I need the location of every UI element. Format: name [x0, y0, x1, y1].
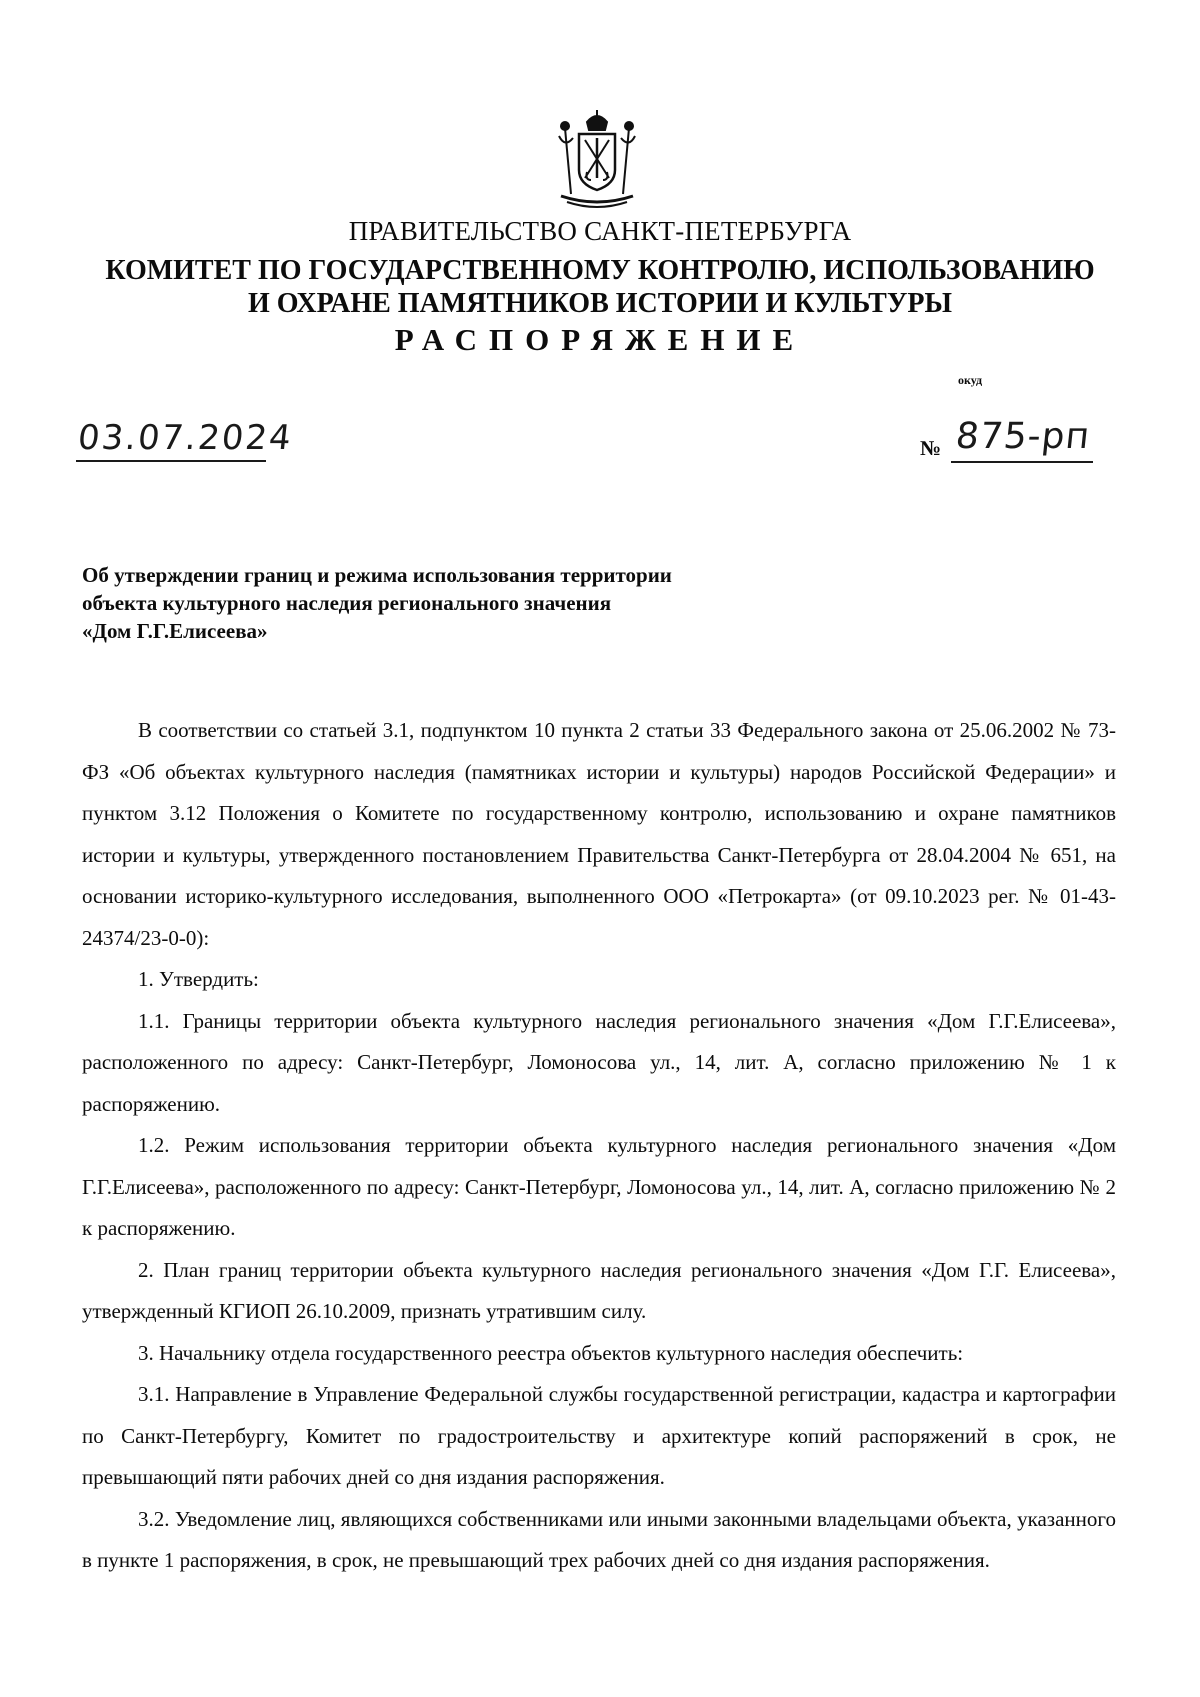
number-label: № — [920, 436, 942, 460]
okud-label: окуд — [958, 373, 983, 387]
committee-name — [60, 254, 1140, 320]
committee-name-line-1: КОМИТЕТ ПО ГОСУДАРСТВЕННОМУ КОНТРОЛЮ, ИСПОЛЬЗОВАНИЮ — [105, 255, 1095, 286]
document-body — [82, 710, 1116, 1582]
body-paragraph-preamble: В соответствии со статьей 3.1, подпунктом 10 пункта 2 статьи 33 Федерального закона от 25.06.2002 № 73-ФЗ «Об объектах культурного наследия (памятниках истории и культуры) народов Российской Федерации» и пунктом 3.12 Положения о Комитете по государственному контролю, использованию и охране памятников истории и культуры, утвержденного постановлением Правительства Санкт-Петербурга от 28.04.2004 № 651, на основании историко-культурного исследования, выполненного ООО «Петрокарта» (от 09.10.2023 рег. № 01-43-24374/23-0-0): — [82, 718, 1116, 950]
body-paragraph-item-3: 3. Начальнику отдела государственного реестра объектов культурного наследия обеспечить: — [138, 1340, 964, 1365]
document-date: 03.07.2024 — [75, 418, 295, 458]
body-paragraph-item-3-1: 3.1. Направление в Управление Федеральной службы государственной регистрации, кадастра и картографии по Санкт-Петербургу, Комитет по градостроительству и архитектуре копий распоряжений в срок, не превышающий пяти рабочих дней со дня издания распоряжения. — [82, 1382, 1116, 1489]
subject-line-3: «Дом Г.Г.Елисеева» — [82, 619, 268, 643]
subject-line-2: объекта культурного наследия регионального значения — [82, 591, 612, 615]
number-underline — [951, 461, 1093, 463]
body-paragraph-item-2: 2. План границ территории объекта культурного наследия регионального значения «Дом Г.Г. Елисеева», утвержденный КГИОП 26.10.2009, признать утратившим силу. — [82, 1257, 1116, 1323]
body-paragraph-item-3-2: 3.2. Уведомление лиц, являющихся собственниками или иными законными владельцами объекта, указанного в пункте 1 распоряжения, в срок, не превышающий трех рабочих дней со дня издания распоряжения. — [82, 1506, 1116, 1572]
document-subject — [82, 561, 802, 645]
document-number: 875-рп — [953, 416, 1093, 457]
body-paragraph-item-1-1: 1.1. Границы территории объекта культурного наследия регионального значения «Дом Г.Г.Елисеева», расположенного по адресу: Санкт-Петербург, Ломоносова ул., 14, лит. А, согласно приложению № 1 к распоряжению. — [82, 1008, 1116, 1116]
saint-petersburg-coat-of-arms-icon — [551, 108, 643, 210]
body-paragraph-item-1: 1. Утвердить: — [138, 967, 259, 991]
date-underline — [76, 460, 266, 462]
government-name: ПРАВИТЕЛЬСТВО САНКТ-ПЕТЕРБУРГА — [348, 216, 852, 246]
body-paragraph-item-1-2: 1.2. Режим использования территории объекта культурного наследия регионального значения «Дом Г.Г.Елисеева», расположенного по адресу: Санкт-Петербург, Ломоносова ул., 14, лит. А, согласно приложению № 2 к распоряжению. — [82, 1133, 1116, 1240]
subject-line-1: Об утверждении границ и режима использования территории — [82, 563, 672, 587]
committee-name-line-2: И ОХРАНЕ ПАМЯТНИКОВ ИСТОРИИ И КУЛЬТУРЫ — [248, 288, 952, 319]
document-type: РАСПОРЯЖЕНИЕ — [394, 322, 806, 357]
